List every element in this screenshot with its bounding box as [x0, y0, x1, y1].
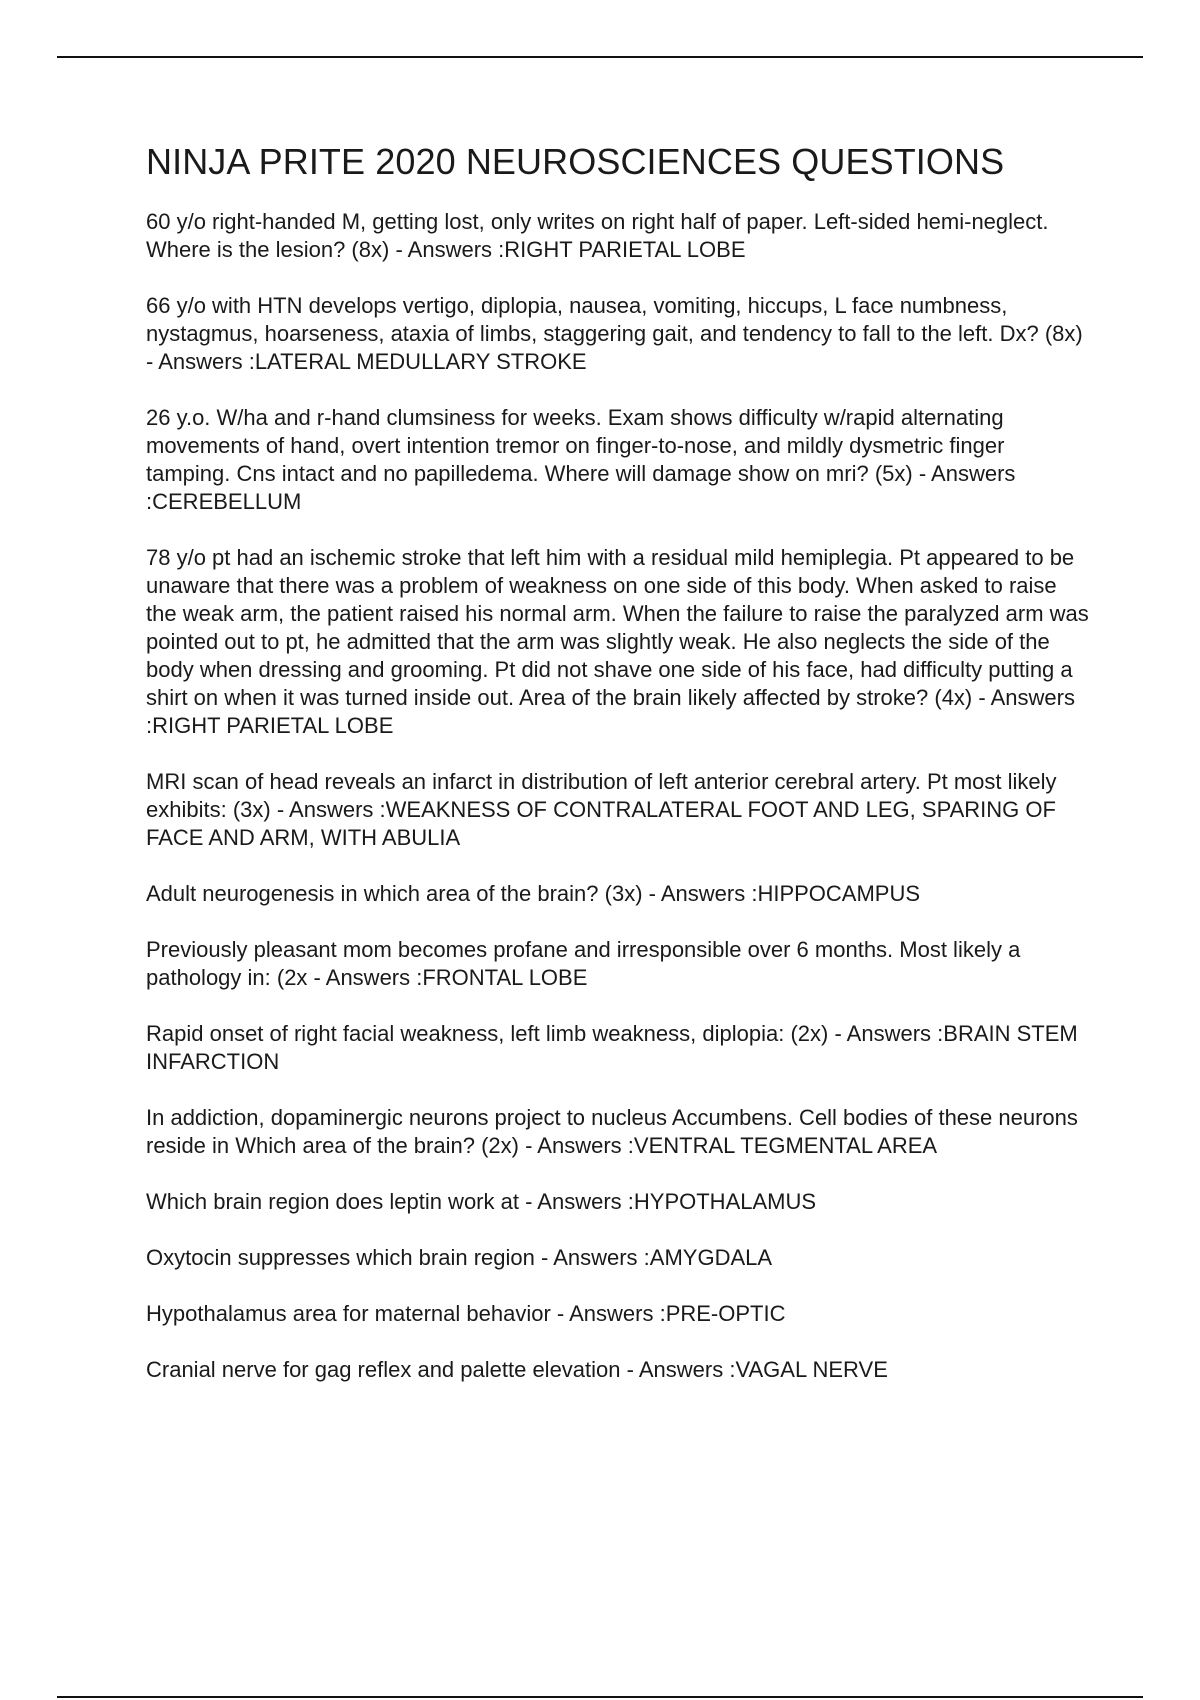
answer-prefix: - Answers : — [146, 349, 255, 374]
answer-text: AMYGDALA — [649, 1245, 773, 1270]
question-text: Which brain region does leptin work at — [146, 1189, 519, 1214]
qa-item — [146, 1356, 1091, 1384]
answer-text: FRONTAL LOBE — [422, 965, 588, 990]
answer-text: VENTRAL TEGMENTAL AREA — [633, 1133, 938, 1158]
question-text: 66 y/o with HTN develops vertigo, diplopia, nausea, vomiting, hiccups, L face numbness, nystagmus, hoarseness, ataxia of limbs, staggering gait, and tendency to fall to the left. Dx? (8x) — [146, 293, 1083, 346]
qa-list — [146, 208, 1091, 1384]
answer-prefix: - Answers : — [642, 881, 758, 906]
answer-prefix: - Answers : — [307, 965, 423, 990]
bottom-divider — [57, 1696, 1143, 1698]
qa-item — [146, 544, 1091, 740]
answer-prefix: - Answers : — [518, 1189, 634, 1214]
qa-item — [146, 292, 1091, 376]
answer-prefix: - Answers : — [550, 1301, 666, 1326]
answer-prefix: - Answers : — [534, 1245, 650, 1270]
qa-item — [146, 768, 1091, 852]
question-text: Previously pleasant mom becomes profane and irresponsible over 6 months. Most likely a pathology in: (2x — [146, 937, 1021, 990]
answer-text: LATERAL MEDULLARY STROKE — [254, 349, 587, 374]
answer-prefix: - Answers : — [389, 237, 505, 262]
answer-text: VAGAL NERVE — [735, 1357, 888, 1382]
answer-prefix: - Answers : — [518, 1133, 634, 1158]
answer-text: PRE-OPTIC — [665, 1301, 786, 1326]
question-text: Adult neurogenesis in which area of the brain? (3x) — [146, 881, 643, 906]
qa-item — [146, 936, 1091, 992]
qa-item — [146, 1020, 1091, 1076]
question-text: 78 y/o pt had an ischemic stroke that left him with a residual mild hemiplegia. Pt appeared to be unaware that there was a problem of weakness on one side of this body. When asked to raise the weak arm, the patient raised his normal arm. When the failure to raise the paralyzed arm was pointed out to pt, he admitted that the arm was slightly weak. He also neglects the side of the body when dressing and grooming. Pt did not shave one side of his face, had difficulty putting a shirt on when it was turned inside out. Area of the brain likely affected by stroke? (4x) — [146, 545, 1089, 710]
answer-prefix: - Answers : — [146, 685, 1075, 738]
answer-prefix: - Answers : — [270, 797, 386, 822]
qa-item — [146, 1188, 1091, 1216]
answer-prefix: - Answers : — [146, 461, 1016, 514]
answer-text: RIGHT PARIETAL LOBE — [504, 237, 746, 262]
question-text: In addiction, dopaminergic neurons project to nucleus Accumbens. Cell bodies of these neurons reside in Which area of the brain? (2x) — [146, 1105, 1078, 1158]
answer-text: BRAIN STEM INFARCTION — [146, 1021, 1078, 1074]
question-text: Oxytocin suppresses which brain region — [146, 1245, 535, 1270]
answer-prefix: - Answers : — [828, 1021, 944, 1046]
question-text: 26 y.o. W/ha and r-hand clumsiness for weeks. Exam shows difficulty w/rapid alternating movements of hand, overt intention tremor on finger-to-nose, and mildly dysmetric finger tamping. Cns intact and no papilledema. Where will damage show on mri? (5x) — [146, 405, 1005, 486]
question-text: Rapid onset of right facial weakness, left limb weakness, diplopia: (2x) — [146, 1021, 829, 1046]
qa-item — [146, 1244, 1091, 1272]
qa-item — [146, 1104, 1091, 1160]
top-divider — [57, 56, 1143, 58]
qa-item — [146, 208, 1091, 264]
qa-item — [146, 404, 1091, 516]
document-title: NINJA PRITE 2020 NEUROSCIENCES QUESTIONS — [146, 141, 1005, 182]
answer-prefix: - Answers : — [620, 1357, 736, 1382]
answer-text: WEAKNESS OF CONTRALATERAL FOOT AND LEG, SPARING OF FACE AND ARM, WITH ABULIA — [146, 797, 1056, 850]
qa-item — [146, 880, 1091, 908]
qa-item — [146, 1300, 1091, 1328]
question-text: MRI scan of head reveals an infarct in distribution of left anterior cerebral artery. Pt most likely exhibits: (3x) — [146, 769, 1057, 822]
answer-text: RIGHT PARIETAL LOBE — [152, 713, 394, 738]
answer-text: CEREBELLUM — [152, 489, 302, 514]
answer-text: HYPOTHALAMUS — [633, 1189, 817, 1214]
question-text: Hypothalamus area for maternal behavior — [146, 1301, 551, 1326]
answer-text: HIPPOCAMPUS — [757, 881, 921, 906]
question-text: 60 y/o right-handed M, getting lost, only writes on right half of paper. Left-sided hemi-neglect. Where is the lesion? (8x) — [146, 209, 1049, 262]
document-body — [146, 140, 1091, 1412]
question-text: Cranial nerve for gag reflex and palette elevation — [146, 1357, 621, 1382]
